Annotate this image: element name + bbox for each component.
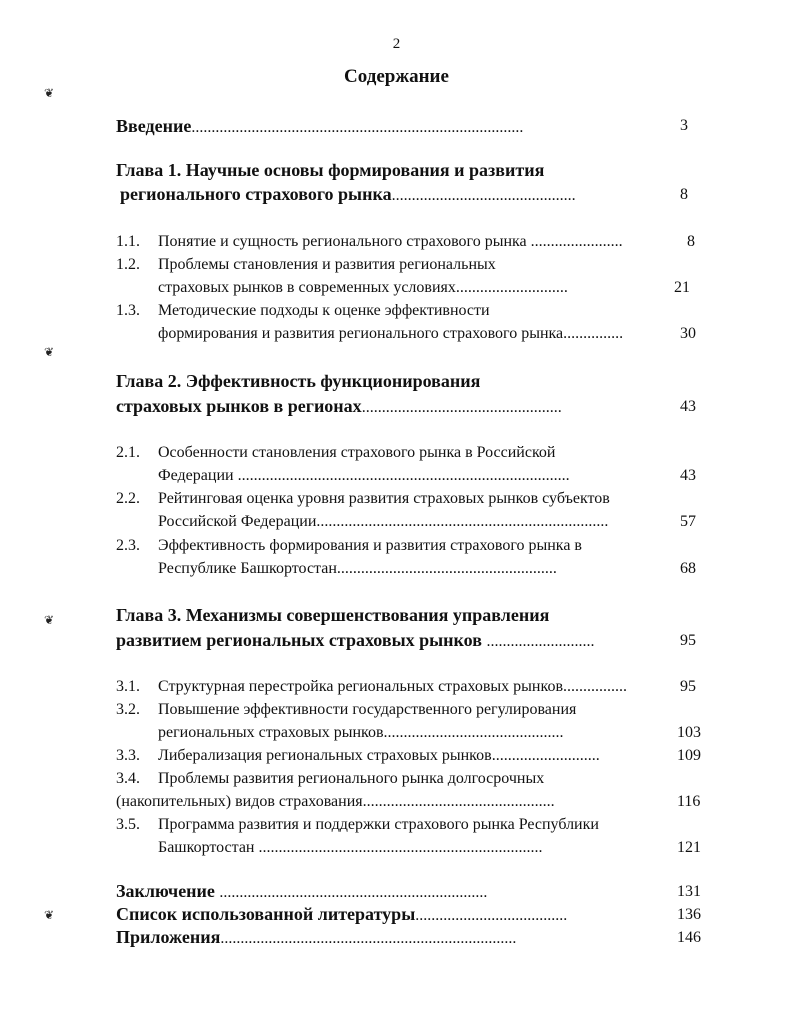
chapter1-title-line1: Глава 1. Научные основы формирования и развития (116, 160, 545, 180)
page-title: Содержание (344, 66, 449, 87)
leader-dots: ....................................................... (336, 560, 557, 577)
leader-dots: ........................... (491, 747, 600, 764)
toc-section-3-1: Структурная перестройка региональных страховых рынков................ (158, 678, 627, 695)
page-number: 2 (392, 36, 401, 52)
toc-entry-text: Введение (116, 116, 192, 136)
toc-section-2-1-line2: Федерации ................................................................................... (158, 467, 570, 484)
toc-section-1-2-line1: Проблемы становления и развития региональных (158, 256, 496, 273)
toc-page-number: 146 (677, 929, 701, 946)
leader-dots: .......................................................................... (220, 930, 517, 947)
leader-dots: ................................................ (362, 793, 555, 810)
section-number: 3.1. (116, 678, 140, 695)
section-number: 1.1. (116, 233, 140, 250)
toc-section-2-3-line1: Эффективность формирования и развития страхового рынка в (158, 537, 582, 554)
toc-page-number: 21 (674, 279, 690, 296)
leader-dots: ............... (563, 325, 624, 342)
toc-page-number: 68 (680, 560, 696, 577)
section-number: 3.3. (116, 747, 140, 764)
toc-section-3-4-line1: Проблемы развития регионального рынка долгосрочных (158, 770, 545, 787)
leader-dots: ...................................... (415, 907, 568, 924)
toc-section-2-1-line1: Особенности становления страхового рынка в Российской (158, 444, 556, 461)
leader-dots: ....................... (530, 233, 623, 250)
section-number: 2.2. (116, 490, 140, 507)
leader-dots: ................ (563, 678, 627, 695)
section-number: 1.2. (116, 256, 140, 273)
chapter2-title-line2: страховых рынков в регионах.................................................. (116, 396, 562, 416)
leader-dots: ........................... (486, 633, 595, 650)
leader-dots: ................................................................... (219, 884, 488, 901)
toc-section-1-2-line2: страховых рынков в современных условиях............................ (158, 279, 568, 296)
toc-section-3-2-line1: Повышение эффективности государственного регулирования (158, 701, 577, 718)
toc-section-2-3-line2: Республике Башкортостан....................................................... (158, 560, 557, 577)
toc-page-number: 95 (680, 632, 696, 649)
toc-page-number: 8 (687, 233, 695, 250)
toc-page-number: 43 (680, 467, 696, 484)
toc-section-2-2-line1: Рейтинговая оценка уровня развития страховых рынков субъектов (158, 490, 610, 507)
toc-page-number: 109 (677, 747, 701, 764)
toc-page-number: 30 (680, 325, 696, 342)
section-number: 2.1. (116, 444, 140, 461)
toc-page-number: 57 (680, 513, 696, 530)
scan-mark-icon: ❦ (44, 908, 55, 922)
chapter3-title-line1: Глава 3. Механизмы совершенствования управления (116, 605, 550, 625)
leader-dots: ....................................................................... (258, 839, 543, 856)
toc-page-number: 131 (677, 883, 701, 900)
toc-section-3-2-line2: региональных страховых рынков............................................. (158, 724, 564, 741)
scan-mark-icon: ❦ (44, 345, 55, 359)
section-number: 3.2. (116, 701, 140, 718)
toc-section-3-3: Либерализация региональных страховых рынков........................... (158, 747, 600, 764)
toc-page-number: 43 (680, 398, 696, 415)
chapter2-title-line1: Глава 2. Эффективность функционирования (116, 371, 481, 391)
toc-page-number: 103 (677, 724, 701, 741)
leader-dots: ............................................. (383, 724, 564, 741)
scan-mark-icon: ❦ (44, 86, 55, 100)
section-number: 3.5. (116, 816, 140, 833)
toc-page-number: 8 (680, 186, 688, 203)
toc-page-number: 3 (680, 117, 688, 134)
leader-dots: ................................................................................... (191, 119, 524, 136)
toc-entry-conclusion: Заключение ................................................................... (116, 881, 488, 901)
toc-entry-references: Список использованной литературы...................................... (116, 904, 568, 924)
leader-dots: .............................................. (391, 187, 576, 204)
toc-section-3-5-line1: Программа развития и поддержки страхового рынка Республики (158, 816, 599, 833)
leader-dots: ................................................................................... (237, 467, 570, 484)
toc-section-1-3-line1: Методические подходы к оценке эффективности (158, 302, 490, 319)
toc-page-number: 136 (677, 906, 701, 923)
section-number: 3.4. (116, 770, 140, 787)
toc-page-number: 121 (677, 839, 701, 856)
chapter1-title-line2: регионального страхового рынка.............................................. (120, 184, 576, 204)
toc-page-number: 95 (680, 678, 696, 695)
toc-entry-appendices: Приложения.......................................................................... (116, 927, 517, 947)
toc-section-1-3-line2: формирования и развития регионального страхового рынка............... (158, 325, 624, 342)
chapter3-title-line2: развитием региональных страховых рынков ........................... (116, 630, 595, 650)
toc-entry-intro (116, 115, 523, 139)
toc-section-2-2-line2: Российской Федерации......................................................................... (158, 513, 609, 530)
toc-section-1-1: Понятие и сущность регионального страхового рынка ....................... (158, 233, 623, 250)
toc-page-number: 116 (677, 793, 701, 810)
leader-dots: .................................................. (361, 399, 562, 416)
scan-mark-icon: ❦ (44, 613, 55, 627)
leader-dots: ......................................................................... (316, 513, 609, 530)
section-number: 2.3. (116, 537, 140, 554)
section-number: 1.3. (116, 302, 140, 319)
toc-section-3-5-line2: Башкортостан ....................................................................... (158, 839, 543, 856)
toc-section-3-4-line2: (накопительных) видов страхования................................................ (116, 793, 555, 810)
leader-dots: ............................ (455, 279, 568, 296)
